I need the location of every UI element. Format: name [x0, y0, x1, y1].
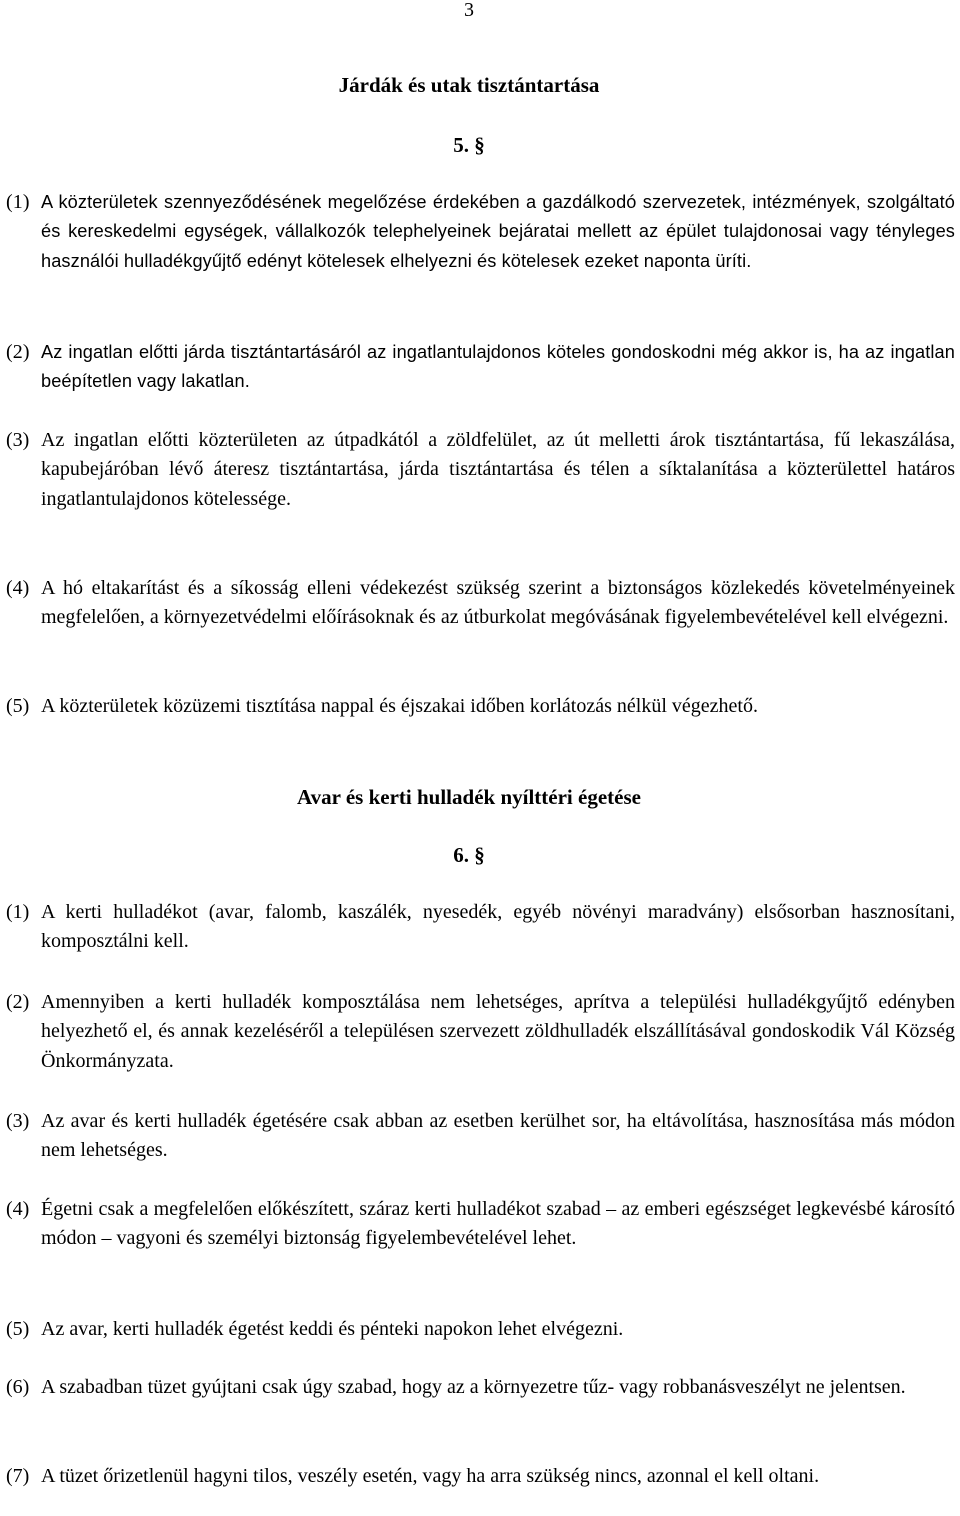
paragraph-number: (2): [6, 991, 30, 1013]
paragraph-number: (1): [6, 191, 30, 213]
section-6-title: Avar és kerti hulladék nyílttéri égetése: [297, 785, 641, 809]
section-6-paragraph-1: [6, 898, 955, 957]
paragraph-number: (1): [6, 901, 30, 923]
section-6-paragraph-6: [6, 1373, 955, 1402]
paragraph-number: (7): [6, 1465, 30, 1487]
paragraph-number: (5): [6, 695, 30, 717]
section-6-paragraph-3: [6, 1107, 955, 1166]
section-5-paragraph-3: [6, 426, 955, 514]
paragraph-text: Az ingatlan előtti járda tisztántartásáról az ingatlantulajdonos köteles gondoskodni még akkor is, ha az ingatlan beépítetlen vagy lakatlan.: [41, 342, 955, 392]
page-number: 3: [464, 0, 474, 21]
paragraph-text: Égetni csak a megfelelően előkészített, száraz kerti hulladékot szabad – az emberi egészséget legkevésbé károsító módon – vagyoni és személyi biztonság figyelembevételével lehet.: [41, 1198, 955, 1250]
section-5-title: Járdák és utak tisztántartása: [338, 73, 600, 97]
section-5-number: 5. §: [453, 133, 485, 157]
section-6-number: 6. §: [453, 843, 485, 867]
section-6-paragraph-7: [6, 1462, 955, 1491]
paragraph-number: (3): [6, 1110, 30, 1132]
paragraph-text: Az ingatlan előtti közterületen az útpadkától a zöldfelület, az út melletti árok tisztántartása, fű lekaszálása, kapubejáróban lévő áteresz tisztántartása, járda tisztántartása és télen a síktalanítása a közterülettel határos ingatlantulajdonos kötelessége.: [41, 429, 955, 510]
paragraph-text: A tüzet őrizetlenül hagyni tilos, veszély esetén, vagy ha arra szükség nincs, azonnal el kell oltani.: [41, 1465, 820, 1487]
section-5-paragraph-2: [6, 338, 955, 397]
section-6-paragraph-5: [6, 1315, 955, 1344]
paragraph-number: (3): [6, 429, 30, 451]
paragraph-text: A közterületek szennyeződésének megelőzése érdekében a gazdálkodó szervezetek, intézmények, szolgáltató és kereskedelmi egységek, vállalkozók telephelyeinek bejáratai mellett az épület tulajdonosai vagy tényleges használói hulladékgyűjtő edényt kötelesek elhelyezni és kötelesek ezeket naponta üríti.: [41, 192, 955, 271]
paragraph-text: Az avar, kerti hulladék égetést keddi és pénteki napokon lehet elvégezni.: [41, 1318, 624, 1340]
paragraph-number: (2): [6, 341, 30, 363]
paragraph-number: (6): [6, 1376, 30, 1398]
paragraph-text: A hó eltakarítást és a síkosság elleni védekezést szükség szerint a biztonságos közlekedés követelményeinek megfelelően, a környezetvédelmi előírásoknak és az útburkolat megóvásának figyelembevételével kell elvégezni.: [41, 577, 955, 629]
section-5-paragraph-1: [6, 188, 955, 276]
section-5-paragraph-4: [6, 574, 955, 633]
section-5-paragraph-5: [6, 692, 955, 721]
paragraph-number: (4): [6, 1198, 30, 1220]
section-6-paragraph-4: [6, 1195, 955, 1254]
paragraph-text: Az avar és kerti hulladék égetésére csak abban az esetben kerülhet sor, ha eltávolítása, hasznosítása más módon nem lehetséges.: [41, 1110, 955, 1162]
paragraph-text: A közterületek közüzemi tisztítása nappal és éjszakai időben korlátozás nélkül végezhető.: [41, 695, 758, 717]
paragraph-text: A kerti hulladékot (avar, falomb, kaszálék, nyesedék, egyéb növényi maradvány) elsősorban hasznosítani, komposztálni kell.: [41, 901, 955, 953]
section-6-paragraph-2: [6, 988, 955, 1076]
paragraph-text: A szabadban tüzet gyújtani csak úgy szabad, hogy az a környezetre tűz- vagy robbanásveszélyt ne jelentsen.: [41, 1376, 906, 1398]
paragraph-text: Amennyiben a kerti hulladék komposztálása nem lehetséges, aprítva a települési hulladékgyűjtő edényben helyezhető el, és annak kezeléséről a településen szervezett zöldhulladék elszállításával gondoskodik Vál Község Önkormányzata.: [41, 991, 955, 1072]
paragraph-number: (5): [6, 1318, 30, 1340]
paragraph-number: (4): [6, 577, 30, 599]
